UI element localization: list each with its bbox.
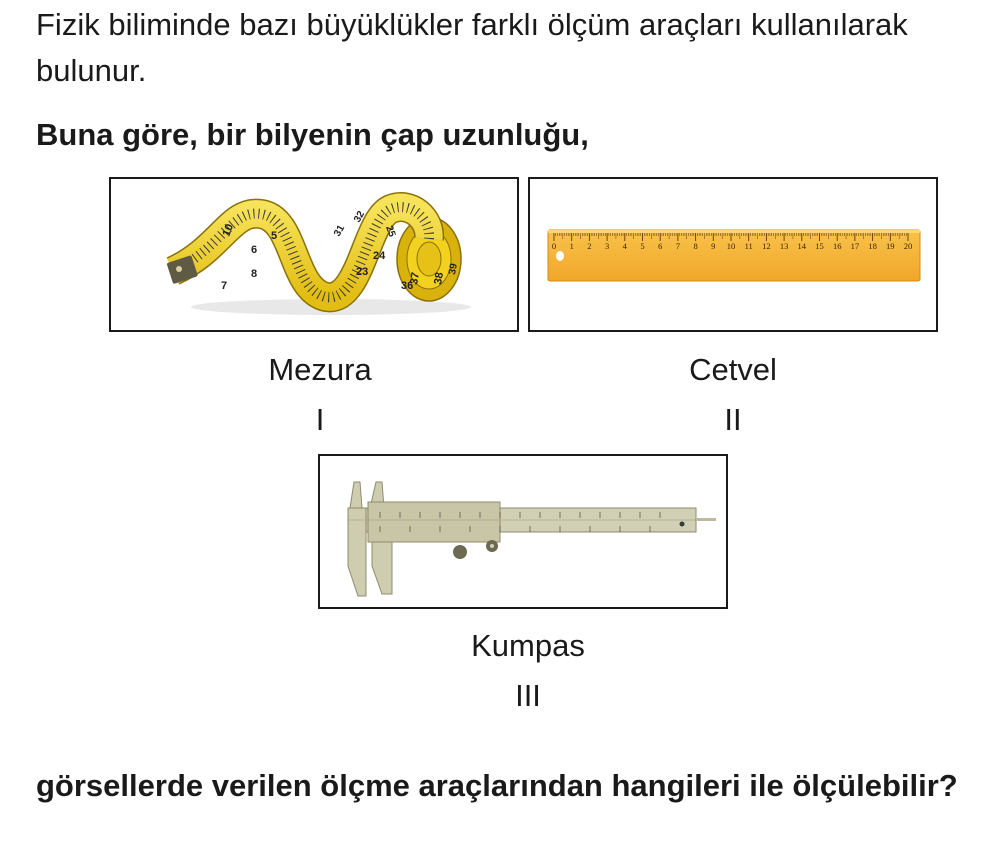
ruler-mark-label: 14: [797, 241, 807, 251]
ruler-mark-label: 12: [762, 241, 771, 251]
ruler-mark-label: 16: [832, 241, 842, 251]
tool-numeral-1: I: [315, 402, 325, 437]
tape-mark: 25: [383, 224, 398, 239]
tape-mark: 37: [408, 271, 423, 286]
tool-name-kumpas: Kumpas: [471, 628, 585, 663]
ruler-icon: [530, 179, 936, 330]
tape-measure-icon: [111, 179, 517, 330]
ruler-mark-label: 15: [815, 241, 824, 251]
question-text: Buna göre, bir bilyenin çap uzunluğu,: [36, 117, 589, 152]
ruler-mark-label: 18: [868, 241, 877, 251]
tool-numeral-3: III: [515, 678, 541, 713]
ruler-mark-label: 1: [569, 241, 574, 251]
closing-question: görsellerde verilen ölçme araçlarından hangileri ile ölçülebilir?: [36, 768, 958, 803]
ruler-mark-label: 5: [640, 241, 645, 251]
ruler-mark-label: 7: [675, 241, 681, 251]
ruler-frame: [528, 177, 938, 332]
caliper-icon: [320, 456, 726, 607]
caliper-frame: [318, 454, 728, 609]
ruler-mark-label: 19: [886, 241, 895, 251]
ruler-mark-label: 2: [587, 241, 592, 251]
ruler-mark-label: 17: [850, 241, 860, 251]
ruler-mark-label: 4: [622, 241, 627, 251]
tape-mark: 23: [356, 266, 369, 278]
tape-mark: 32: [352, 209, 368, 225]
tape-mark: 10: [220, 222, 237, 239]
ruler-mark-label: 0: [551, 241, 557, 251]
ruler-mark-label: 9: [711, 241, 716, 251]
tool-name-cetvel: Cetvel: [689, 352, 777, 387]
tool-numeral-2: II: [724, 402, 742, 437]
tape-mark: 24: [373, 250, 386, 262]
tape-mark: 6: [251, 244, 258, 256]
ruler-mark-label: 10: [726, 241, 736, 251]
tape-mark: 31: [332, 223, 348, 239]
intro-text: Fizik biliminde bazı büyüklükler farklı ölçüm araçları kullanılarak bulunur.: [36, 7, 908, 88]
ruler-mark-label: 3: [604, 241, 610, 251]
ruler-mark-label: 8: [693, 241, 698, 251]
tape-mark: 8: [251, 268, 258, 280]
tool-name-mezura: Mezura: [268, 352, 372, 387]
ruler-mark-label: 20: [903, 241, 913, 251]
ruler-mark-label: 11: [744, 241, 753, 251]
tape-mark: 38: [432, 271, 447, 286]
ruler-mark-label: 6: [658, 241, 663, 251]
tape-mark: 36: [401, 280, 414, 292]
ruler-mark-label: 13: [779, 241, 789, 251]
tape-measure-frame: [109, 177, 519, 332]
tape-mark: 39: [447, 262, 460, 276]
tape-mark: 7: [221, 280, 228, 292]
tape-mark: 5: [271, 230, 278, 242]
